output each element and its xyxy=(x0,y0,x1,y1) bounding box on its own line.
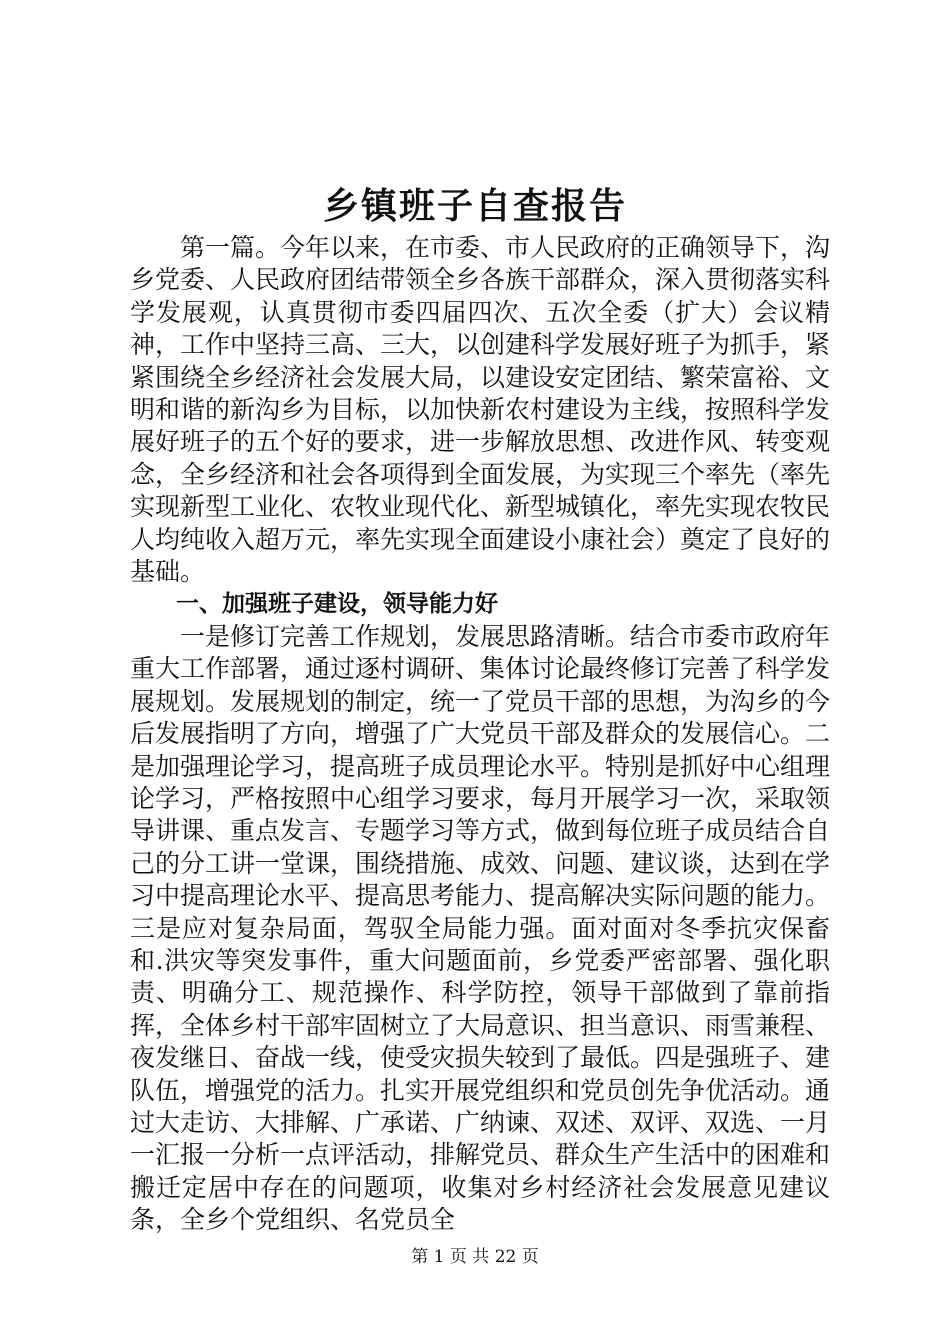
page-footer: 第 1 页 共 22 页 xyxy=(411,1247,539,1267)
section-heading: 一、加强班子建设，领导能力好 xyxy=(176,591,498,618)
document-title: 乡镇班子自查报告 xyxy=(322,186,627,227)
intro-paragraph: 第一篇。今年以来，在市委、市人民政府的正确领导下，沟乡党委、人民政府团结带领全乡各族干部群众，深入贯彻落实科学发展观，认真贯彻市委四届四次、五次全委（扩大）会议精神，工作中坚持三高、三大，以创建科学发展好班子为抓手，紧紧围绕全乡经济社会发展大局，以建设安定团结、繁荣富裕、文明和谐的新沟乡为目标，以加快新农村建设为主线，按照科学发展好班子的五个好的要求，进一步解放思想、改进作风、转变观念，全乡经济和社会各项得到全面发展，为实现三个率先（率先实现新型工业化、农牧业现代化、新型城镇化，率先实现农牧民人均纯收入超万元，率先实现全面建设小康社会）奠定了良好的基础。 xyxy=(130,233,831,587)
document-body xyxy=(130,232,830,1237)
section-paragraph: 一是修订完善工作规划，发展思路清晰。结合市委市政府年重大工作部署，通过逐村调研、集体讨论最终修订完善了科学发展规划。发展规划的制定，统一了党员干部的思想，为沟乡的今后发展指明了方向，增强了广大党员干部及群众的发展信心。二是加强理论学习，提高班子成员理论水平。特别是抓好中心组理论学习，严格按照中心组学习要求，每月开展学习一次，采取领导讲课、重点发言、专题学习等方式，做到每位班子成员结合自己的分工讲一堂课，围绕措施、成效、问题、建议谈，达到在学习中提高理论水平、提高思考能力、提高解决实际问题的能力。三是应对复杂局面，驾驭全局能力强。面对面对冬季抗灾保畜和.洪灾等突发事件，重大问题面前，乡党委严密部署、强化职责、明确分工、规范操作、科学防控，领导干部做到了靠前指挥，全体乡村干部牢固树立了大局意识、担当意识、雨雪兼程、夜发继日、奋战一线，使受灾损失较到了最低。四是强班子、建队伍，增强党的活力。扎实开展党组织和党员创先争优活动。通过大走访、大排解、广承诺、广纳谏、双述、双评、双选、一月一汇报一分析一点评活动，排解党员、群众生产生活中的困难和搬迁定居中存在的问题项，收集对乡村经济社会发展意见建议条，全乡个党组织、名党员全 xyxy=(130,621,831,1235)
